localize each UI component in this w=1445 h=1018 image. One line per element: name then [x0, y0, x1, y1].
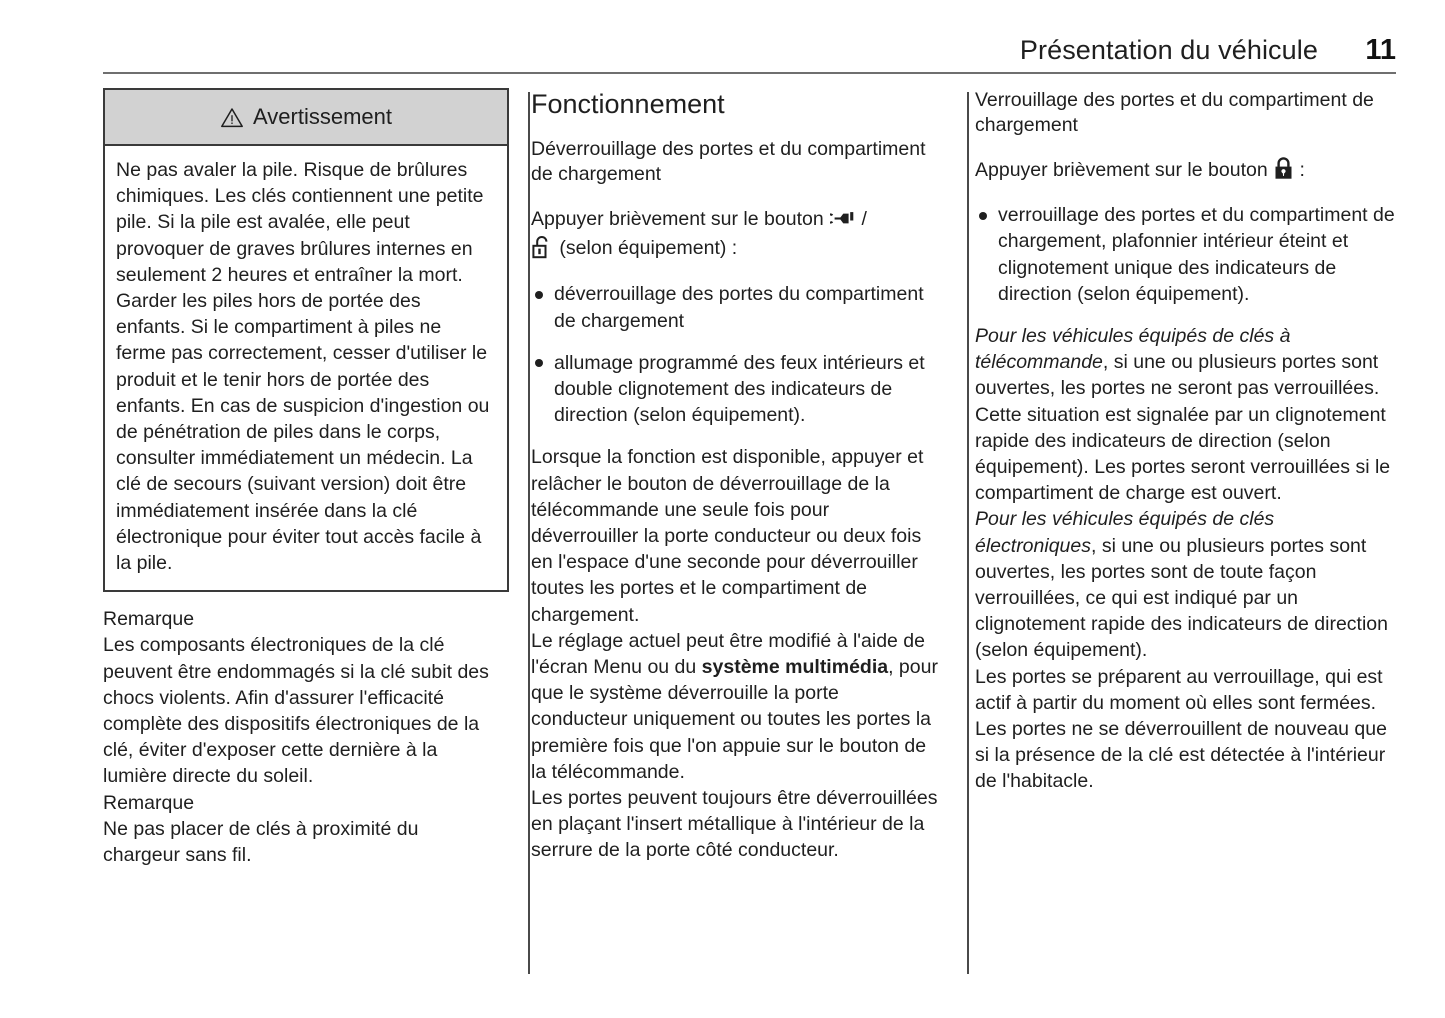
right-column	[952, 88, 1396, 978]
open-padlock-icon	[532, 235, 553, 266]
middle-paragraph-2	[531, 628, 938, 785]
warning-title: Avertissement	[253, 104, 392, 129]
subsection-title-deverrouillage: Déverrouillage des portes et du compartiment de chargement	[531, 138, 926, 185]
car-unlock-fob-icon	[830, 209, 855, 235]
middle-paragraph-2-part2: , pour que le système déverrouille la porte conducteur uniquement ou toutes les portes la première fois que l'on appuie sur le bouton de la télécommande.	[531, 656, 938, 783]
middle-column	[509, 88, 952, 978]
subsection-title-verrouillage: Verrouillage des portes et du compartiment de chargement	[975, 89, 1374, 136]
lock-instruction-suffix: :	[1299, 159, 1305, 181]
right-paragraph-1-rest: , si une ou plusieurs portes sont ouvertes, les portes ne seront pas verrouillées.	[975, 351, 1380, 400]
section-title-fonctionnement: Fonctionnement	[531, 89, 725, 119]
note-2-label: Remarque	[103, 791, 195, 814]
warning-triangle-icon	[220, 107, 244, 128]
left-column	[103, 88, 509, 978]
right-paragraph-1	[975, 323, 1396, 402]
middle-paragraph-2-bold: système multimédia	[701, 656, 889, 679]
unlock-bullet-list	[531, 281, 938, 428]
right-paragraph-2: Cette situation est signalée par un clignotement rapide des indicateurs de direction (selon équipement). Les portes seront verrouillées si le compartiment de charge est ouvert.	[975, 403, 1391, 505]
content-columns	[103, 88, 1396, 978]
middle-paragraph-3: Les portes peuvent toujours être déverrouillées en plaçant l'insert métallique à l'intérieur de la serrure de la porte côté conducteur.	[531, 787, 938, 862]
closed-padlock-icon	[1274, 157, 1293, 187]
right-paragraph-3	[975, 506, 1396, 663]
list-item: verrouillage des portes et du compartiment de chargement, plafonnier intérieur éteint et clignotement unique des indicateurs de direction (selon équipement).	[975, 202, 1396, 307]
note-1-label: Remarque	[103, 608, 195, 631]
right-paragraph-3-rest: , si une ou plusieurs portes sont ouvertes, les portes sont de toute façon verrouillées, ce qui est indiqué par un clignotement rapide des indicateurs de direction (selon équipement).	[975, 534, 1388, 662]
warning-box-header	[105, 90, 507, 146]
unlock-instruction-line	[531, 206, 938, 266]
page-number: 11	[1365, 34, 1396, 66]
note-1-body: Les composants électroniques de la clé peuvent être endommagés si la clé subit des chocs violents. Afin d'assurer l'efficacité complète des dispositifs électroniques de la clé, éviter d'exposer cette dernière à la lumière directe du soleil.	[103, 634, 489, 788]
header-divider-rule	[103, 72, 1396, 74]
warning-box	[103, 88, 509, 592]
note-2-body: Ne pas placer de clés à proximité du chargeur sans fil.	[103, 817, 419, 867]
lock-bullet-list	[975, 202, 1396, 307]
unlock-instruction-separator: /	[861, 208, 867, 230]
list-item: déverrouillage des portes du compartiment de chargement	[531, 281, 938, 333]
right-paragraph-1-italic: Pour les véhicules équipés de clés à télécommande	[975, 325, 1291, 374]
middle-paragraph-1: Lorsque la fonction est disponible, appuyer et relâcher le bouton de déverrouillage de la télécommande une seule fois pour déverrouiller la porte conducteur ou deux fois en l'espace d'une seconde pour déverrouiller toutes les portes et le compartiment de chargement.	[531, 446, 924, 626]
page-title: Présentation du véhicule	[1019, 35, 1318, 65]
list-item: allumage programmé des feux intérieurs et double clignotement des indicateurs de direction (selon équipement).	[531, 350, 938, 429]
page-header	[103, 34, 1396, 74]
middle-paragraph-2-part1: Le réglage actuel peut être modifié à l'aide de l'écran Menu ou du	[531, 629, 925, 679]
unlock-instruction-prefix: Appuyer brièvement sur le bouton	[531, 208, 824, 230]
warning-body-text: Ne pas avaler la pile. Risque de brûlures chimiques. Les clés contiennent une petite pile. Si la pile est avalée, elle peut provoquer de graves brûlures internes en seulement 2 heures et entraîner la mort. Garder les piles hors de portée des enfants. Si le compartiment à piles ne ferme pas correctement, cesser d'utiliser le produit et le tenir hors de portée des enfants. En cas de suspicion d'ingestion ou de pénétration de piles dans le corps, consulter immédiatement un médecin. La clé de secours (suivant version) doit être immédiatement insérée dans la clé électronique pour éviter tout accès facile à la pile.	[116, 159, 490, 575]
lock-instruction-line	[975, 157, 1396, 187]
right-paragraph-3-italic: Pour les véhicules équipés de clés électroniques	[975, 508, 1275, 557]
lock-instruction-prefix: Appuyer brièvement sur le bouton	[975, 159, 1268, 181]
right-paragraph-4: Les portes se préparent au verrouillage, qui est actif à partir du moment où elles sont fermées. Les portes ne se déverrouillent de nouveau que si la présence de la clé est détectée à l'intérieur de l'habitacle.	[975, 665, 1387, 793]
unlock-instruction-suffix: (selon équipement) :	[559, 237, 738, 260]
header-row	[103, 34, 1396, 72]
